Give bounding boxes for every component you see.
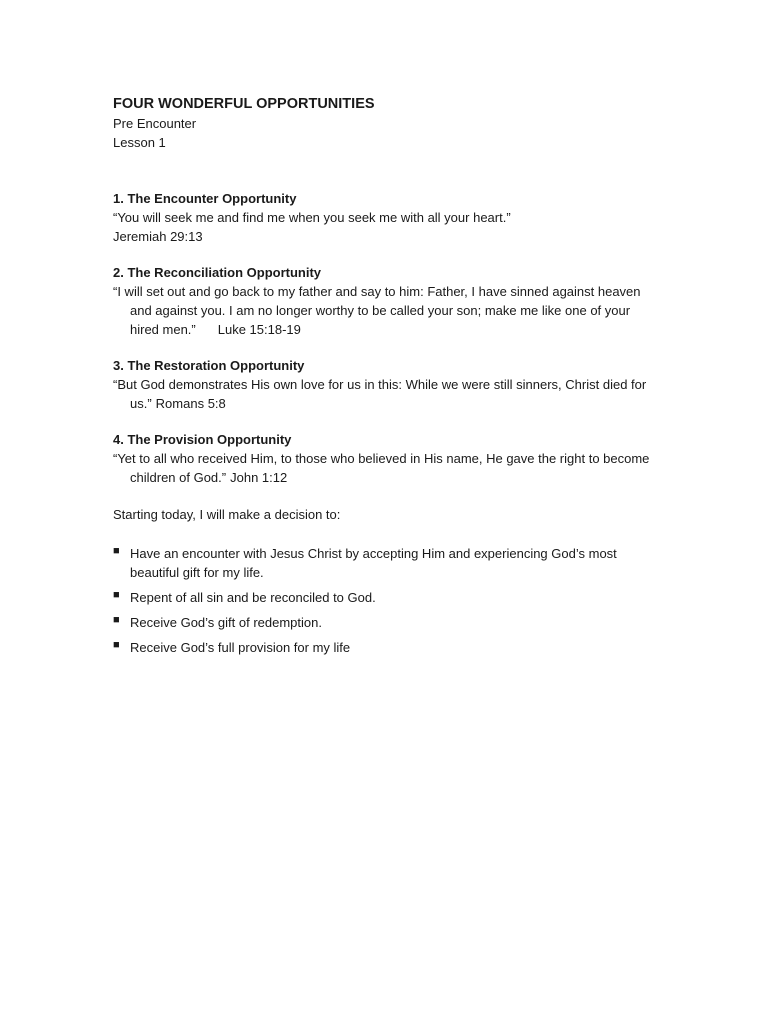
section-quote bbox=[113, 449, 653, 487]
section-reference: Luke 15:18-19 bbox=[217, 322, 301, 337]
list-item-text: Receive God’s full provision for my life bbox=[130, 640, 351, 655]
square-bullet-icon: ■ bbox=[113, 639, 120, 651]
list-item-text: Repent of all sin and be reconciled to God. bbox=[130, 590, 376, 605]
decision-intro: Starting today, I will make a decision to: bbox=[113, 507, 341, 522]
section-heading: 4. The Provision Opportunity bbox=[113, 432, 292, 447]
section-provision bbox=[113, 430, 653, 487]
section-reconciliation bbox=[113, 263, 653, 339]
list-item bbox=[113, 588, 653, 607]
section-reference: John 1:12 bbox=[230, 470, 288, 485]
section-restoration bbox=[113, 356, 653, 413]
section-quote: “You will seek me and find me when you seek me with all your heart.” bbox=[113, 210, 511, 225]
section-reference: Romans 5:8 bbox=[155, 396, 226, 411]
section-quote bbox=[113, 375, 653, 413]
section-reference: Jeremiah 29:13 bbox=[113, 229, 203, 244]
quote-text: “I will set out and go back to my father and say to him: Father, I have sinned against heaven and against you. I am no longer worthy to be called your son; make me like one of your hired men.” bbox=[113, 284, 641, 337]
quote-text: “But God demonstrates His own love for us in this: While we were still sinners, Christ died for us.” bbox=[113, 377, 647, 411]
lesson-label: Lesson 1 bbox=[113, 135, 166, 150]
section-quote bbox=[113, 282, 653, 339]
document-subtitle: Pre Encounter bbox=[113, 116, 197, 131]
quote-text: “Yet to all who received Him, to those who believed in His name, He gave the right to become children of God.” bbox=[113, 451, 650, 485]
list-item bbox=[113, 544, 653, 582]
list-item bbox=[113, 638, 653, 657]
section-encounter bbox=[113, 189, 653, 246]
square-bullet-icon: ■ bbox=[113, 589, 120, 601]
list-item-text: Have an encounter with Jesus Christ by accepting Him and experiencing God’s most beautiful gift for my life. bbox=[130, 546, 617, 580]
section-heading: 3. The Restoration Opportunity bbox=[113, 358, 305, 373]
decision-list bbox=[113, 544, 653, 657]
document-title: FOUR WONDERFUL OPPORTUNITIES bbox=[113, 96, 375, 112]
list-item bbox=[113, 613, 653, 632]
section-heading: 2. The Reconciliation Opportunity bbox=[113, 265, 322, 280]
list-item-text: Receive God’s gift of redemption. bbox=[130, 615, 322, 630]
section-heading: 1. The Encounter Opportunity bbox=[113, 191, 297, 206]
square-bullet-icon: ■ bbox=[113, 614, 120, 626]
square-bullet-icon: ■ bbox=[113, 545, 120, 557]
document-page bbox=[113, 94, 653, 657]
